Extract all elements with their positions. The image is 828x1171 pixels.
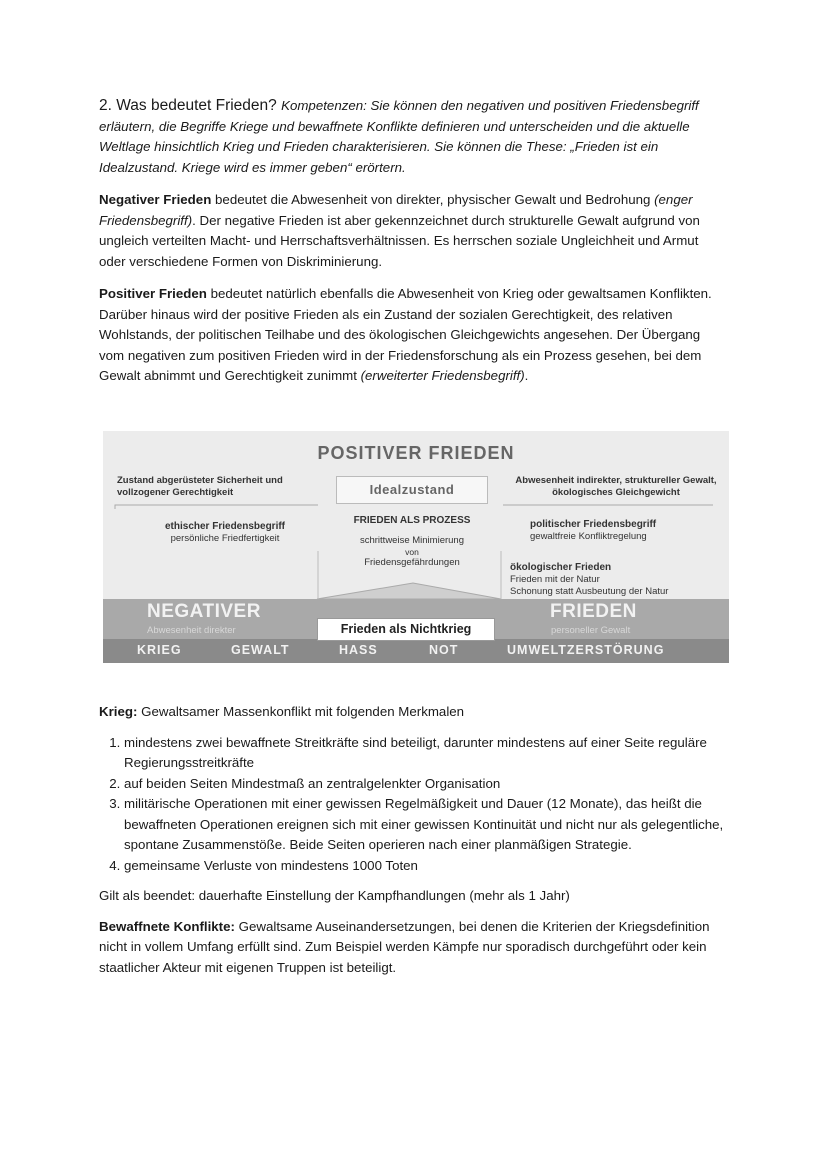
war-ended-text: Gilt als beendet: dauerhafte Einstellung der Kampfhandlungen (mehr als 1 Jahr)	[99, 888, 570, 903]
positive-peace-italic: (erweiterter Friedensbegriff)	[360, 368, 525, 383]
political-subtitle: gewaltfreie Konfliktregelung	[530, 531, 647, 542]
diagram-frieden-sub: personeller Gewalt	[551, 625, 631, 636]
ecological-title: ökologischer Frieden	[510, 562, 612, 573]
positive-peace-text-2: .	[524, 368, 529, 383]
negative-peace-text-2: . Der negative Frieden ist aber gekennzeichnet durch strukturelle Gewalt aufgrund von ungleich verteilten Macht- und Herrschaftsverhältnissen. Es herrschen soziale Ungleichheit und Armut oder verschiedene Formen von Diskriminierung.	[99, 212, 700, 269]
ethical-title: ethischer Friedensbegriff	[164, 521, 286, 532]
list-item: 2. auf beiden Seiten Mindestmaß an zentralgelenkter Organisation	[124, 774, 727, 795]
war-text: Gewaltsamer Massenkonflikt mit folgenden Merkmalen	[137, 704, 465, 719]
process-title: FRIEDEN ALS PROZESS	[353, 515, 471, 526]
positive-peace-paragraph	[99, 284, 727, 387]
list-item: 3. militärische Operationen mit einer gewissen Regelmäßigkeit und Dauer (12 Monate), das heißt die bewaffneten Operationen ereignen sich mit einer gewissen Kontinuität und nicht nur als gelegentliche, spontane Zusammenstöße. Beide Seiten operieren nach einer planmäßigen Strategie.	[124, 794, 727, 856]
section-heading	[99, 96, 727, 178]
bottom-word-umweltzerstoerung: UMWELTZERSTÖRUNG	[507, 643, 665, 657]
positive-peace-text: bedeutet natürlich ebenfalls die Abwesenheit von Krieg oder gewaltsamen Konflikten. Darüber hinaus wird der positive Frieden als ein Zustand der sozialen Gerechtigkeit, des relativen Wohlstands, der politischen Teilhabe und des ökologischen Gleichgewichts angesehen. Der Übergang vom negativen zum positiven Frieden wird in der Friedensforschung als ein Prozess gesehen, bei dem Gewalt abnimmt und Gerechtigkeit zunimmt	[99, 286, 712, 383]
ethical-subtitle: persönliche Friedfertigkeit	[170, 533, 280, 544]
diagram-frieden: FRIEDEN	[550, 601, 637, 622]
diagram-negativer: NEGATIVER	[147, 601, 261, 622]
ecological-line-2: Schonung statt Ausbeutung der Natur	[510, 586, 669, 597]
list-item: 1. mindestens zwei bewaffnete Streitkräfte sind beteiligt, darunter mindestens auf einer Seite reguläre Regierungsstreitkräfte	[124, 733, 727, 774]
process-line-3: Friedensgefährdungen	[364, 557, 460, 568]
war-definition	[99, 702, 727, 723]
diagram-left-top: Zustand abgerüsteter Sicherheit und vollzogener Gerechtigkeit	[117, 475, 283, 498]
diagram-idealzustand-box: Idealzustand	[336, 476, 488, 504]
competencies-text: Kompetenzen: Sie können den negativen und positiven Friedensbegriff erläutern, die Begriffe Kriege und bewaffnete Konflikte definieren und unterscheiden und die aktuelle Weltlage hinsichtlich Krieg und Frieden charakterisieren. Sie können die These: „Frieden ist ein Idealzustand. Kriege wird es immer geben“ erörtern.	[99, 98, 699, 175]
political-title: politischer Friedensbegriff	[530, 519, 657, 530]
peace-diagram	[103, 431, 729, 663]
negative-peace-paragraph	[99, 190, 727, 272]
document-body	[99, 96, 727, 397]
armed-conflicts-paragraph	[99, 917, 727, 979]
bottom-word-krieg: KRIEG	[137, 643, 182, 657]
section-title: 2. Was bedeutet Frieden?	[99, 97, 277, 114]
ecological-line-1: Frieden mit der Natur	[510, 574, 600, 585]
war-term: Krieg:	[99, 704, 138, 719]
negative-peace-text: bedeutet die Abwesenheit von direkter, physischer Gewalt und Bedrohung	[211, 192, 655, 207]
armed-conflicts-text: Gewaltsame Auseinandersetzungen, bei denen die Kriterien der Kriegsdefinition nicht in vollem Umfang erfüllt sind. Zum Beispiel werden Kämpfe nur sporadisch durchgeführt oder kein staatlicher Akteur mit eigenen Truppen ist beteiligt.	[99, 918, 710, 975]
diagram-title: POSITIVER FRIEDEN	[317, 443, 515, 463]
diagram-nichtkrieg: Frieden als Nichtkrieg	[317, 618, 495, 641]
document-body-lower	[99, 702, 727, 978]
bottom-word-gewalt: GEWALT	[231, 643, 290, 657]
armed-conflicts-term: Bewaffnete Konflikte:	[99, 918, 235, 934]
diagram-right-top: Abwesenheit indirekter, struktureller Gewalt, ökologisches Gleichgewicht	[515, 475, 717, 498]
diagram-negativer-sub: Abwesenheit direkter	[147, 625, 236, 636]
bottom-word-not: NOT	[429, 643, 459, 657]
process-line-1: schrittweise Minimierung	[359, 535, 464, 546]
positive-peace-term: Positiver Frieden	[99, 286, 207, 301]
process-line-2: von	[405, 547, 419, 557]
war-criteria-list	[99, 733, 727, 877]
negative-peace-italic: (enger Friedensbegriff)	[99, 192, 693, 228]
bottom-word-hass: HASS	[339, 643, 378, 657]
negative-peace-term: Negativer Frieden	[99, 192, 212, 207]
list-item: 4. gemeinsame Verluste von mindestens 1000 Toten	[124, 856, 727, 877]
